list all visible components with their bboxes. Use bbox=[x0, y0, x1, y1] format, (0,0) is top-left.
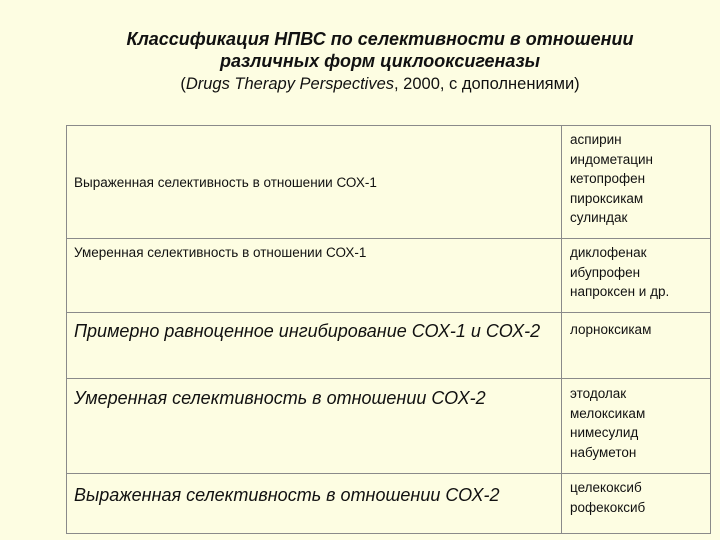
title-line-2: различных форм циклооксигеназы bbox=[219, 51, 540, 71]
drug-item: ибупрофен bbox=[570, 264, 641, 280]
drug-item: рофекоксиб bbox=[570, 499, 646, 515]
drug-item: пироксикам bbox=[570, 190, 644, 206]
category-cell: Умеренная селективность в отношении СОХ-1 bbox=[67, 239, 562, 313]
table-row bbox=[67, 239, 711, 313]
category-cell: Умеренная селективность в отношении СОХ-2 bbox=[67, 379, 562, 474]
drug-item: нимесулид bbox=[570, 425, 639, 440]
category-cell: Выраженная селективность в отношении СОХ-2 bbox=[67, 474, 562, 534]
table-row bbox=[67, 379, 711, 474]
source-journal: Drugs Therapy Perspectives bbox=[185, 75, 394, 93]
drugs-cell bbox=[562, 313, 711, 379]
drugs-cell bbox=[562, 126, 711, 239]
title-source bbox=[0, 73, 720, 95]
title-line-1: Классификация НПВС по селективности в отношении bbox=[126, 29, 634, 49]
table-row bbox=[67, 474, 711, 534]
table-row bbox=[67, 126, 711, 239]
category-cell: Выраженная селективность в отношении СОХ-1 bbox=[67, 126, 562, 239]
drug-item: напроксен и др. bbox=[570, 284, 670, 299]
drug-item: этодолак bbox=[570, 386, 627, 401]
drugs-cell bbox=[562, 379, 711, 474]
drug-item: лорноксикам bbox=[570, 322, 652, 337]
classification-table bbox=[66, 125, 711, 534]
drug-item: мелоксикам bbox=[570, 405, 646, 421]
drugs-cell bbox=[562, 239, 711, 313]
drug-item: целекоксиб bbox=[570, 480, 642, 495]
drug-item: индометацин bbox=[570, 151, 653, 167]
source-open: ( bbox=[180, 75, 186, 93]
drug-item: кетопрофен bbox=[570, 171, 646, 186]
drug-item: диклофенак bbox=[570, 245, 647, 260]
drug-item: набуметон bbox=[570, 444, 637, 460]
drug-item: сулиндак bbox=[570, 210, 628, 225]
slide-title bbox=[0, 28, 720, 95]
source-rest: , 2000, с дополнениями) bbox=[394, 75, 580, 93]
table-row bbox=[67, 313, 711, 379]
drug-item: аспирин bbox=[570, 132, 622, 147]
drugs-cell bbox=[562, 474, 711, 534]
category-cell: Примерно равноценное ингибирование СОХ-1 и СОХ-2 bbox=[67, 313, 562, 379]
